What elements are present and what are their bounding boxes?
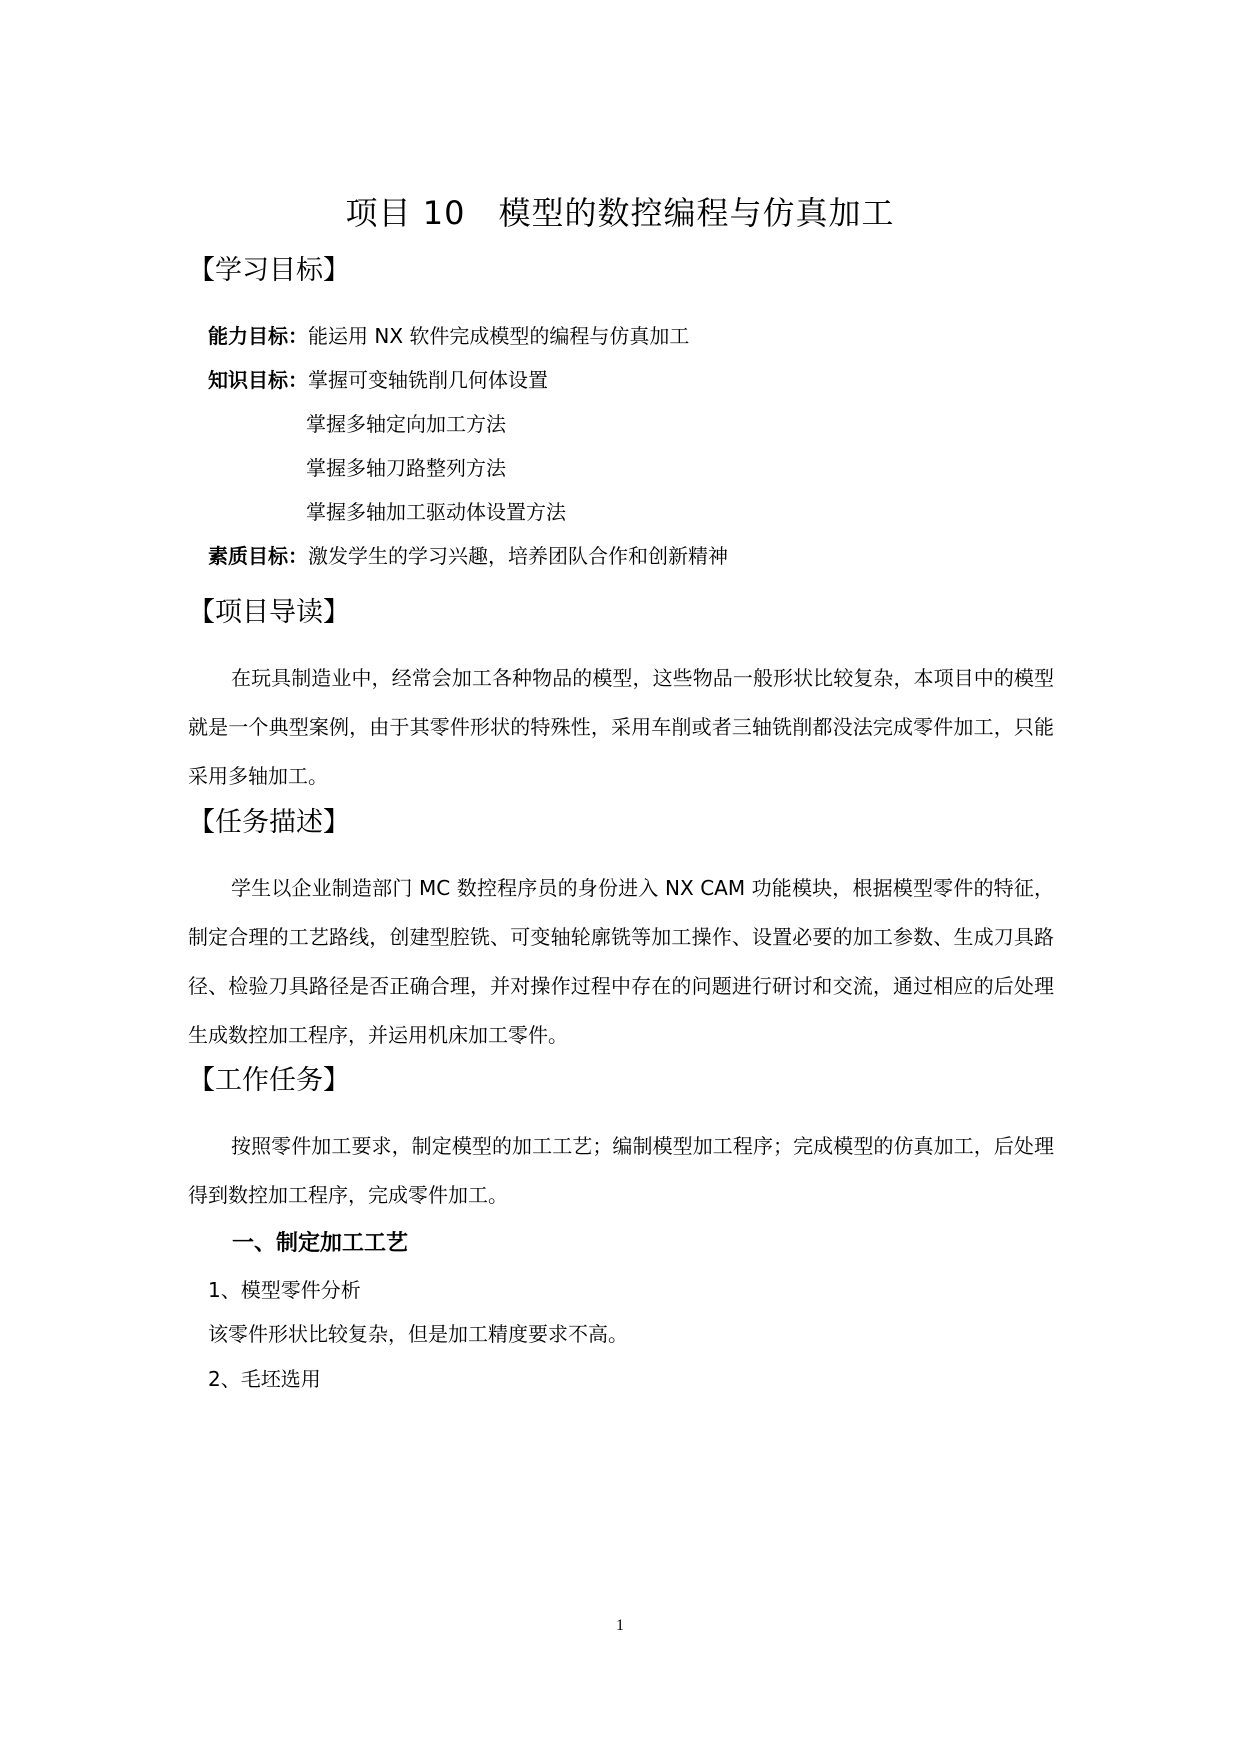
ability-goal-text: 能运用 NX 软件完成模型的编程与仿真加工 [308, 324, 690, 348]
knowledge-goal-line [208, 366, 548, 394]
work-task-paragraph: 按照零件加工要求，制定模型的加工工艺；编制模型加工程序；完成模型的仿真加工，后处理得到数控加工程序，完成零件加工。 [188, 1134, 1054, 1207]
task-description-heading: 【任务描述】 [188, 807, 350, 838]
ability-goal-line [208, 322, 689, 350]
project-intro-paragraph: 在玩具制造业中，经常会加工各种物品的模型，这些物品一般形状比较复杂，本项目中的模型就是一个典型案例，由于其零件形状的特殊性，采用车削或者三轴铣削都没法完成零件加工，只能采用多轴加工。 [188, 666, 1054, 788]
knowledge-goal-item: 掌握多轴刀路整列方法 [306, 456, 506, 480]
page-number: 1 [616, 1617, 624, 1634]
work-task-heading: 【工作任务】 [188, 1065, 350, 1096]
knowledge-goal-item: 掌握多轴加工驱动体设置方法 [306, 500, 566, 524]
item-1-text: 该零件形状比较复杂，但是加工精度要求不高。 [208, 1322, 628, 1346]
knowledge-goal-item: 掌握多轴定向加工方法 [306, 412, 506, 436]
ability-goal-label: 能力目标： [208, 324, 308, 348]
knowledge-goal-item: 掌握可变轴铣削几何体设置 [308, 368, 548, 392]
knowledge-goal-label: 知识目标： [208, 368, 308, 392]
task-description-paragraph: 学生以企业制造部门 MC 数控程序员的身份进入 NX CAM 功能模块，根据模型零件的特征，制定合理的工艺路线，创建型腔铣、可变轴轮廓铣等加工操作、设置必要的加工参数、生成刀具路径、检验刀具路径是否正确合理，并对操作过程中存在的问题进行研讨和交流，通过相应的后处理生成数控加工程序，并运用机床加工零件。 [188, 876, 1054, 1047]
project-intro-heading: 【项目导读】 [188, 597, 350, 628]
quality-goal-text: 激发学生的学习兴趣，培养团队合作和创新精神 [308, 544, 728, 568]
section-one-heading: 一、制定加工工艺 [232, 1231, 409, 1256]
page-title: 项目 10 模型的数控编程与仿真加工 [345, 194, 895, 232]
item-2-title: 2、毛坯选用 [208, 1367, 321, 1391]
learning-goals-heading: 【学习目标】 [188, 255, 350, 286]
quality-goal-label: 素质目标： [208, 544, 308, 568]
item-1-title: 1、模型零件分析 [208, 1278, 361, 1302]
quality-goal-line [208, 542, 728, 570]
